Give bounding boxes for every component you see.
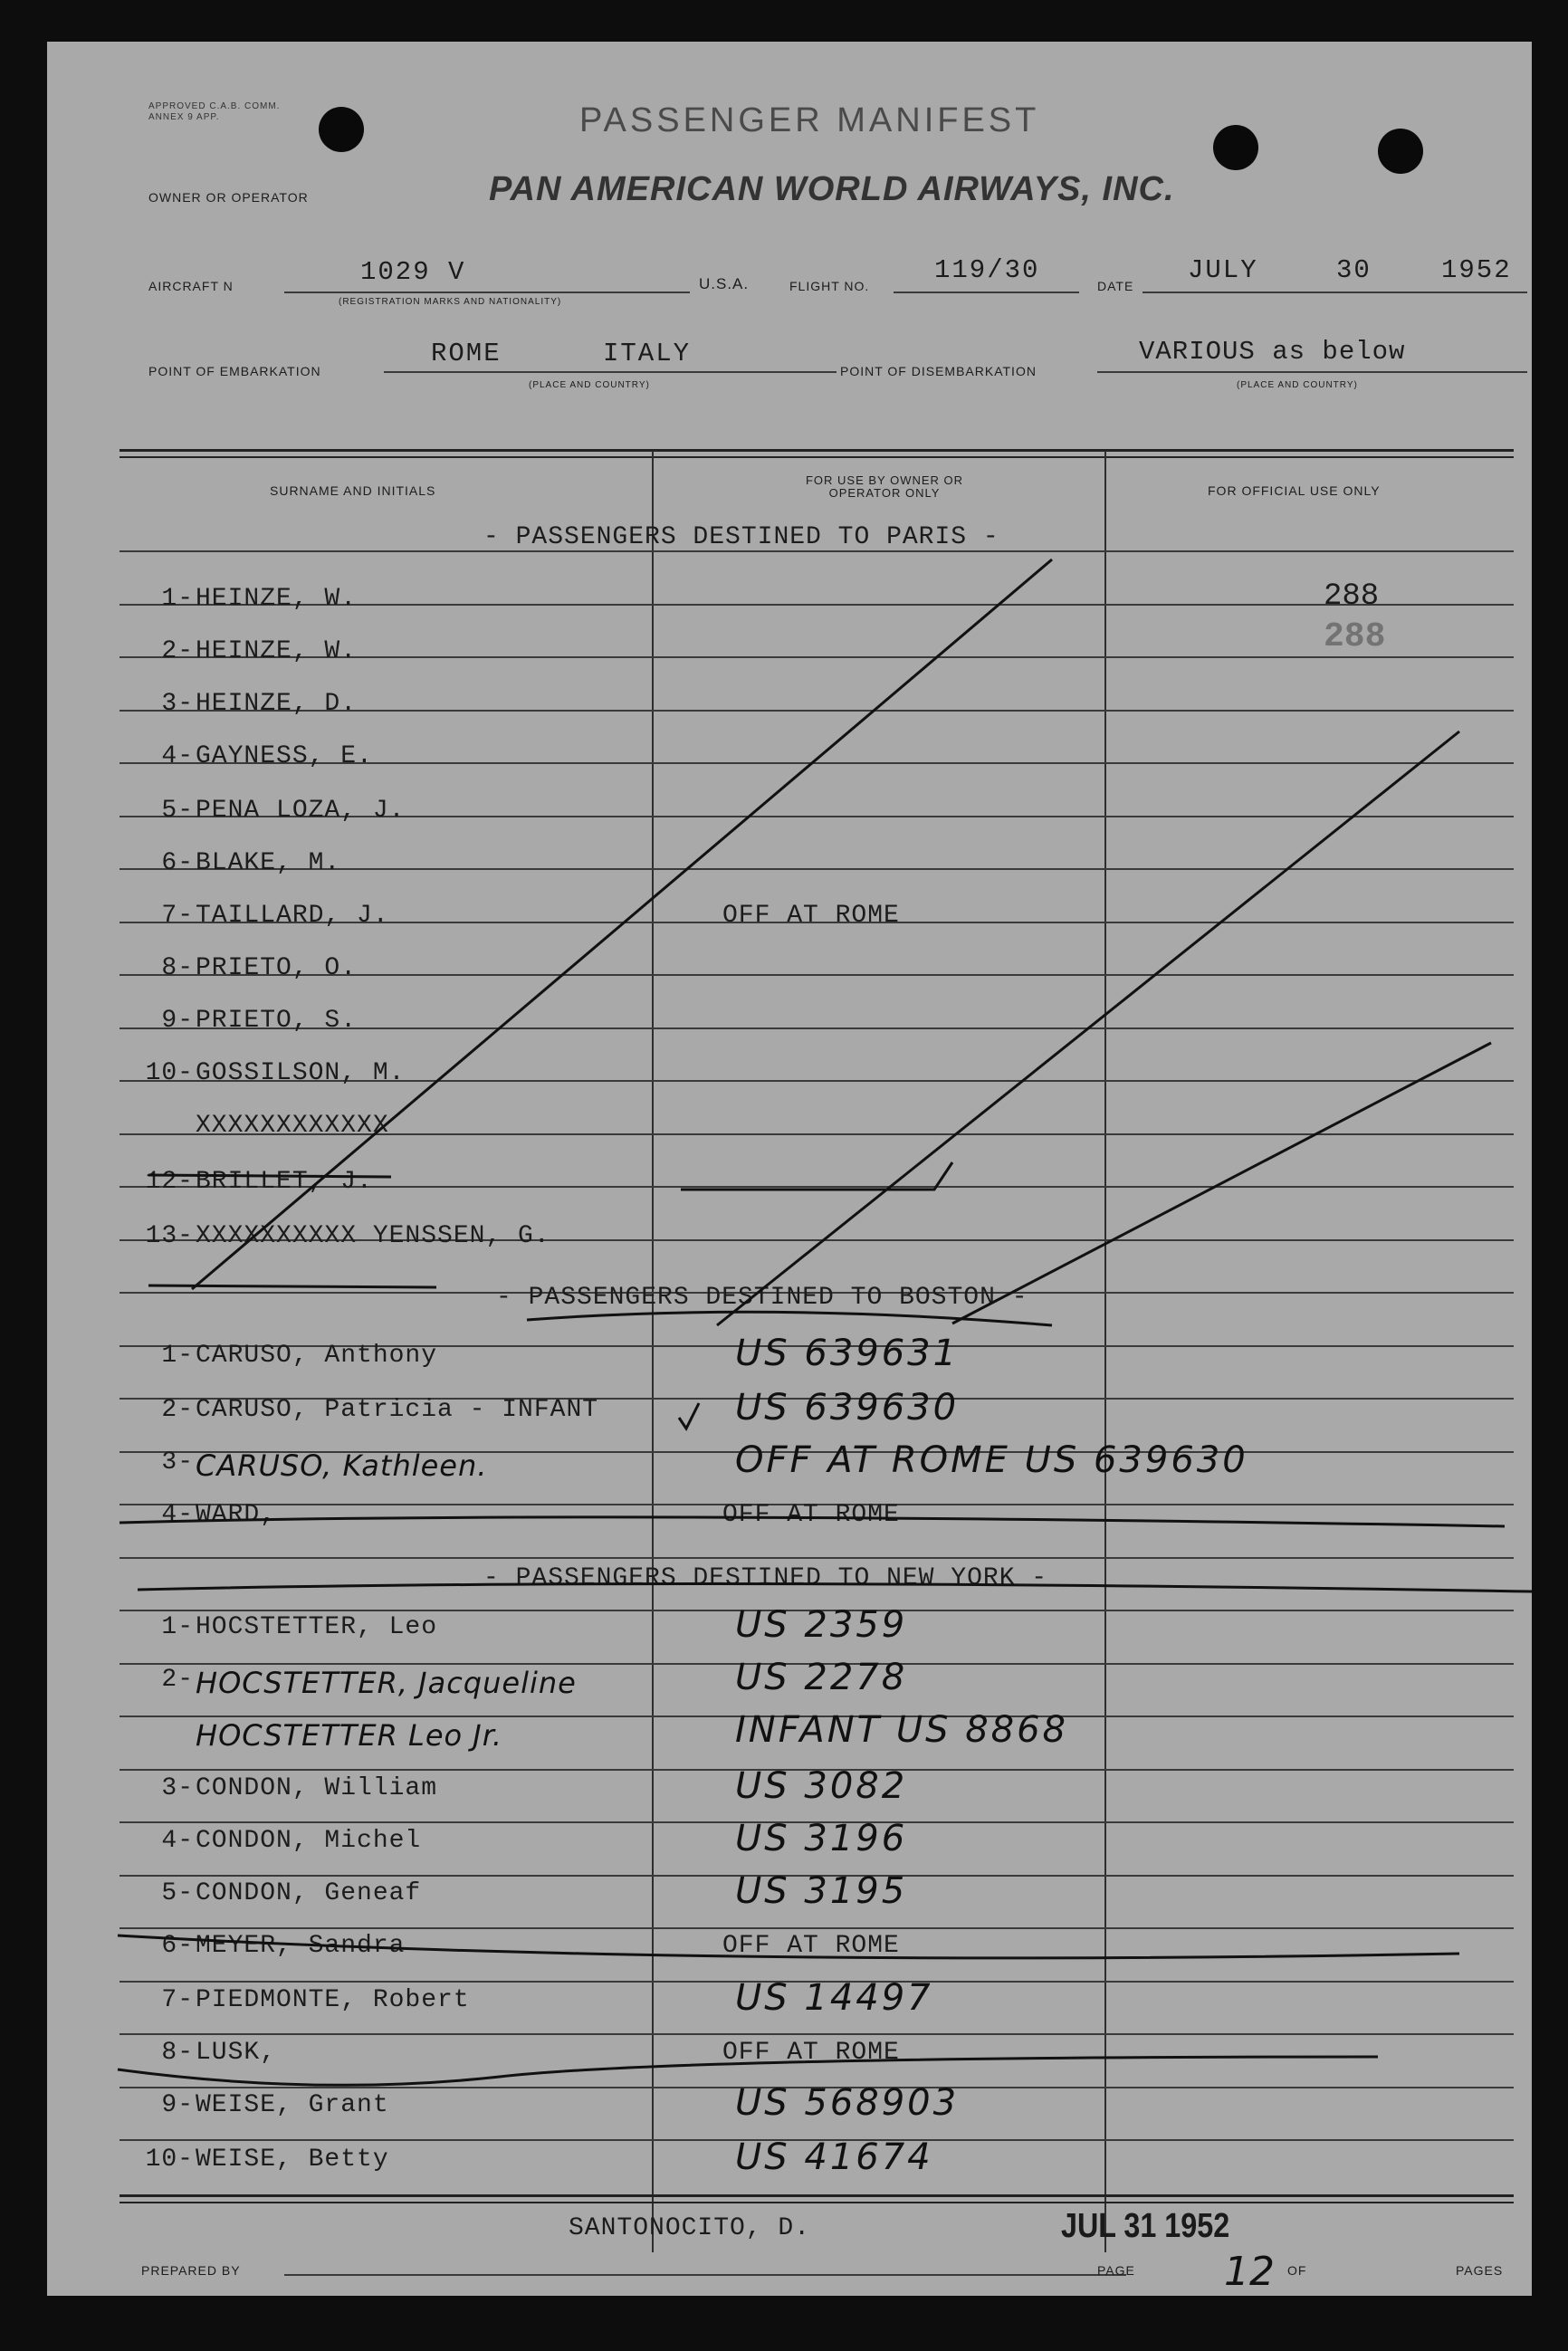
embarkation-country: ITALY bbox=[603, 339, 692, 368]
aircraft-country: U.S.A. bbox=[699, 275, 750, 292]
disembarkation-value: VARIOUS as below bbox=[1139, 337, 1406, 367]
row-number: 5- bbox=[161, 797, 194, 825]
flight-number: 119/30 bbox=[934, 255, 1040, 285]
column-header-owner: FOR USE BY OWNER OR OPERATOR ONLY bbox=[805, 473, 964, 500]
owner-use-entry: US 639631 bbox=[735, 1333, 960, 1374]
row-number: 1- bbox=[161, 1613, 194, 1641]
row-number: 3- bbox=[161, 1774, 194, 1802]
page-label: PAGE bbox=[1097, 2263, 1135, 2278]
passenger-name: HOCSTETTER, Jacqueline bbox=[196, 1666, 577, 1700]
passenger-name: PRIETO, O. bbox=[196, 954, 358, 982]
column-header-official: FOR OFFICIAL USE ONLY bbox=[1208, 483, 1381, 498]
row-number: 9- bbox=[161, 2091, 194, 2119]
row-number: 6- bbox=[161, 1932, 194, 1960]
pages-count: 12 bbox=[1224, 2249, 1275, 2295]
owner-use-entry: US 639630 bbox=[735, 1387, 960, 1429]
row-number: 12- bbox=[145, 1168, 194, 1196]
owner-use-entry: US 2359 bbox=[735, 1604, 908, 1646]
row-number: 9- bbox=[161, 1007, 194, 1035]
passenger-name: BRILLET, J. bbox=[196, 1168, 373, 1196]
flight-label: FLIGHT NO. bbox=[789, 279, 870, 293]
passenger-name: WARD, bbox=[196, 1501, 277, 1529]
row-number: 13- bbox=[145, 1222, 194, 1250]
row-number: 4- bbox=[161, 1827, 194, 1855]
passenger-name: HOCSTETTER Leo Jr. bbox=[196, 1718, 503, 1753]
row-number: 2- bbox=[161, 637, 194, 665]
row-number: 4- bbox=[161, 1501, 194, 1529]
passenger-name: HEINZE, W. bbox=[196, 585, 358, 613]
aircraft-number: 1029 V bbox=[360, 257, 466, 287]
passenger-name: PRIETO, S. bbox=[196, 1007, 358, 1035]
embarkation-label: POINT OF EMBARKATION bbox=[148, 364, 321, 378]
embarkation-sublabel: (PLACE AND COUNTRY) bbox=[529, 380, 650, 390]
row-number: 3- bbox=[161, 690, 194, 718]
passenger-name: BLAKE, M. bbox=[196, 849, 341, 877]
passenger-name: CONDON, William bbox=[196, 1774, 438, 1802]
passenger-name: WEISE, Betty bbox=[196, 2146, 389, 2174]
owner-use-entry: US 3196 bbox=[735, 1818, 908, 1859]
passenger-name: CARUSO, Patricia - INFANT bbox=[196, 1396, 599, 1424]
date-day: 30 bbox=[1336, 255, 1372, 285]
passenger-name: PENA LOZA, J. bbox=[196, 797, 406, 825]
row-number: 1- bbox=[161, 1342, 194, 1370]
date-label: DATE bbox=[1097, 279, 1134, 293]
section-header-new-york: - PASSENGERS DESTINED TO NEW YORK - bbox=[483, 1564, 1048, 1592]
column-header-names: SURNAME AND INITIALS bbox=[270, 483, 436, 498]
passenger-name: HEINZE, W. bbox=[196, 637, 358, 665]
row-number: 7- bbox=[161, 902, 194, 930]
owner-use-entry: US 3195 bbox=[735, 1870, 908, 1912]
row-number: 2- bbox=[161, 1666, 194, 1694]
passenger-name: HOCSTETTER, Leo bbox=[196, 1613, 438, 1641]
owner-label: OWNER OR OPERATOR bbox=[148, 190, 309, 205]
row-number: 7- bbox=[161, 1986, 194, 2014]
section-header-paris: - PASSENGERS DESTINED TO PARIS - bbox=[483, 523, 999, 551]
passenger-name: MEYER, Sandra bbox=[196, 1932, 406, 1960]
passenger-name: GAYNESS, E. bbox=[196, 742, 373, 770]
manifest-sheet bbox=[47, 42, 1532, 2296]
passenger-name: CARUSO, Anthony bbox=[196, 1342, 438, 1370]
owner-use-entry: INFANT US 8868 bbox=[735, 1709, 1068, 1751]
official-number-stamp: 288 bbox=[1324, 617, 1386, 656]
row-number: 8- bbox=[161, 954, 194, 982]
row-number: 10- bbox=[145, 2146, 194, 2174]
owner-use-entry: US 14497 bbox=[735, 1977, 933, 2019]
row-number: 2- bbox=[161, 1396, 194, 1424]
aircraft-label: AIRCRAFT N bbox=[148, 279, 234, 293]
row-number: 1- bbox=[161, 585, 194, 613]
date-year: 1952 bbox=[1441, 255, 1512, 285]
owner-use-entry: US 3082 bbox=[735, 1765, 908, 1807]
operator-name: PAN AMERICAN WORLD AIRWAYS, INC. bbox=[489, 170, 1175, 208]
passenger-name: HEINZE, D. bbox=[196, 690, 358, 718]
owner-use-entry: OFF AT ROME bbox=[722, 2039, 900, 2067]
section-header-boston: - PASSENGERS DESTINED TO BOSTON - bbox=[496, 1284, 1028, 1312]
row-number: 3- bbox=[161, 1448, 194, 1477]
passenger-name: CARUSO, Kathleen. bbox=[196, 1448, 488, 1483]
disembarkation-sublabel: (PLACE AND COUNTRY) bbox=[1237, 380, 1358, 390]
owner-use-entry: OFF AT ROME bbox=[722, 1932, 900, 1960]
passenger-name: XXXXXXXXXX YENSSEN, G. bbox=[196, 1222, 550, 1250]
date-month: JULY bbox=[1188, 255, 1258, 285]
passenger-name: WEISE, Grant bbox=[196, 2091, 389, 2119]
row-number: 5- bbox=[161, 1879, 194, 1907]
aircraft-sublabel: (REGISTRATION MARKS AND NATIONALITY) bbox=[339, 297, 562, 307]
of-label: OF bbox=[1287, 2263, 1307, 2278]
passenger-name: CONDON, Geneaf bbox=[196, 1879, 422, 1907]
strike-marks bbox=[47, 42, 1532, 2296]
owner-use-entry: OFF AT ROME bbox=[722, 902, 900, 930]
received-date-stamp: JUL 31 1952 bbox=[1061, 2207, 1230, 2245]
row-number: 4- bbox=[161, 742, 194, 770]
page-title: PASSENGER MANIFEST bbox=[579, 101, 1040, 139]
official-number: 288 bbox=[1324, 579, 1380, 614]
owner-use-entry: US 2278 bbox=[735, 1657, 908, 1698]
passenger-name: CONDON, Michel bbox=[196, 1827, 422, 1855]
row-number: 10- bbox=[145, 1059, 194, 1087]
owner-use-entry: US 568903 bbox=[735, 2082, 960, 2124]
row-number: 6- bbox=[161, 849, 194, 877]
pages-label: PAGES bbox=[1456, 2263, 1504, 2278]
passenger-name: LUSK, bbox=[196, 2039, 277, 2067]
passenger-name: XXXXXXXXXXXX bbox=[196, 1112, 389, 1140]
approval-stamp: APPROVED C.A.B. COMM. ANNEX 9 APP. bbox=[148, 101, 281, 122]
passenger-name: PIEDMONTE, Robert bbox=[196, 1986, 470, 2014]
prepared-by-label: PREPARED BY bbox=[141, 2263, 241, 2278]
disembarkation-label: POINT OF DISEMBARKATION bbox=[840, 364, 1037, 378]
owner-use-entry: OFF AT ROME bbox=[722, 1501, 900, 1529]
row-number: 8- bbox=[161, 2039, 194, 2067]
embarkation-city: ROME bbox=[431, 339, 502, 368]
passenger-name: GOSSILSON, M. bbox=[196, 1059, 406, 1087]
owner-use-entry: US 41674 bbox=[735, 2136, 933, 2178]
owner-use-entry: OFF AT ROME US 639630 bbox=[735, 1439, 1248, 1481]
prepared-by-name: SANTONOCITO, D. bbox=[569, 2214, 811, 2242]
passenger-name: TAILLARD, J. bbox=[196, 902, 389, 930]
